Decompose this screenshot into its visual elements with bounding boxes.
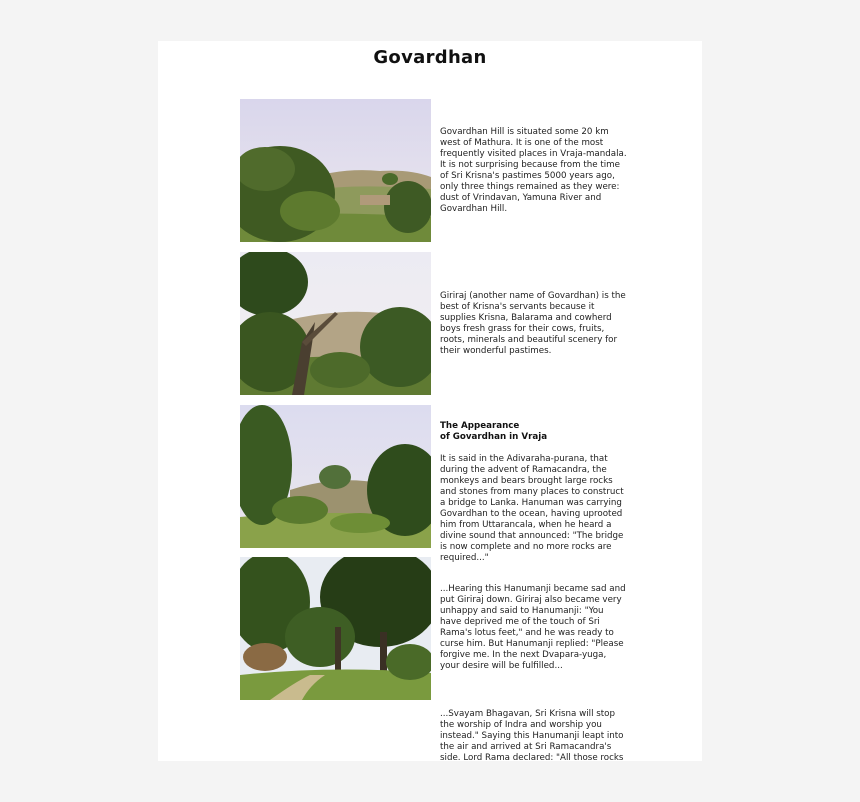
paragraph-2: Giriraj (another name of Govardhan) is the best of Krisna's servants because it supplies Krisna, Balarama and cowherd boys fresh grass for their cows, fruits, roots, minerals and beautiful scenery for their wonderful pastimes. [440,291,626,356]
paragraph-1: Govardhan Hill is situated some 20 km west of Mathura. It is one of the most frequently visited places in Vraja-mandala. It is not surprising because from the time of Sri Krisna's pastimes 5000 years ago, only three things remained as they were: dust of Vrindavan, Yamuna River and Govardhan Hill. [440,127,627,214]
paragraph-5: ...Svayam Bhagavan, Sri Krisna will stop the worship of Indra and worship you instead." Saying this Hanumanji leapt into the air and arrived at Sri Ramacandra's side. Lord Rama declared: "All those rocks [440,709,624,761]
forest-path-photo [240,557,431,700]
hill-meadow-photo [240,405,431,548]
document-page [158,41,702,761]
paragraph-3: It is said in the Adivaraha-purana, that during the advent of Ramacandra, the monkeys and bears brought large rocks and stones from many places to construct a bridge to Lanka. Hanuman was carrying Govardhan to the ocean, having uprooted him from Uttarancala, when he heard a divine sound that announced: "The bridge is now complete and no more rocks are required..." [440,454,624,563]
hill-landscape-photo [240,99,431,242]
section-appearance [440,410,630,575]
section-heading: The Appearance of Govardhan in Vraja [440,421,548,442]
page-title: Govardhan [373,47,487,68]
paragraph-4: ...Hearing this Hanumanji became sad and put Giriraj down. Giriraj also became very unhappy and said to Hanumanji: "You have deprived me of the touch of Sri Rama's lotus feet," and he was ready to curse him. But Hanumanji replied: "Please forgive me. In the next Dvapara-yuga, your desire will be fulfilled... [440,584,626,671]
hill-tree-photo [240,252,431,395]
